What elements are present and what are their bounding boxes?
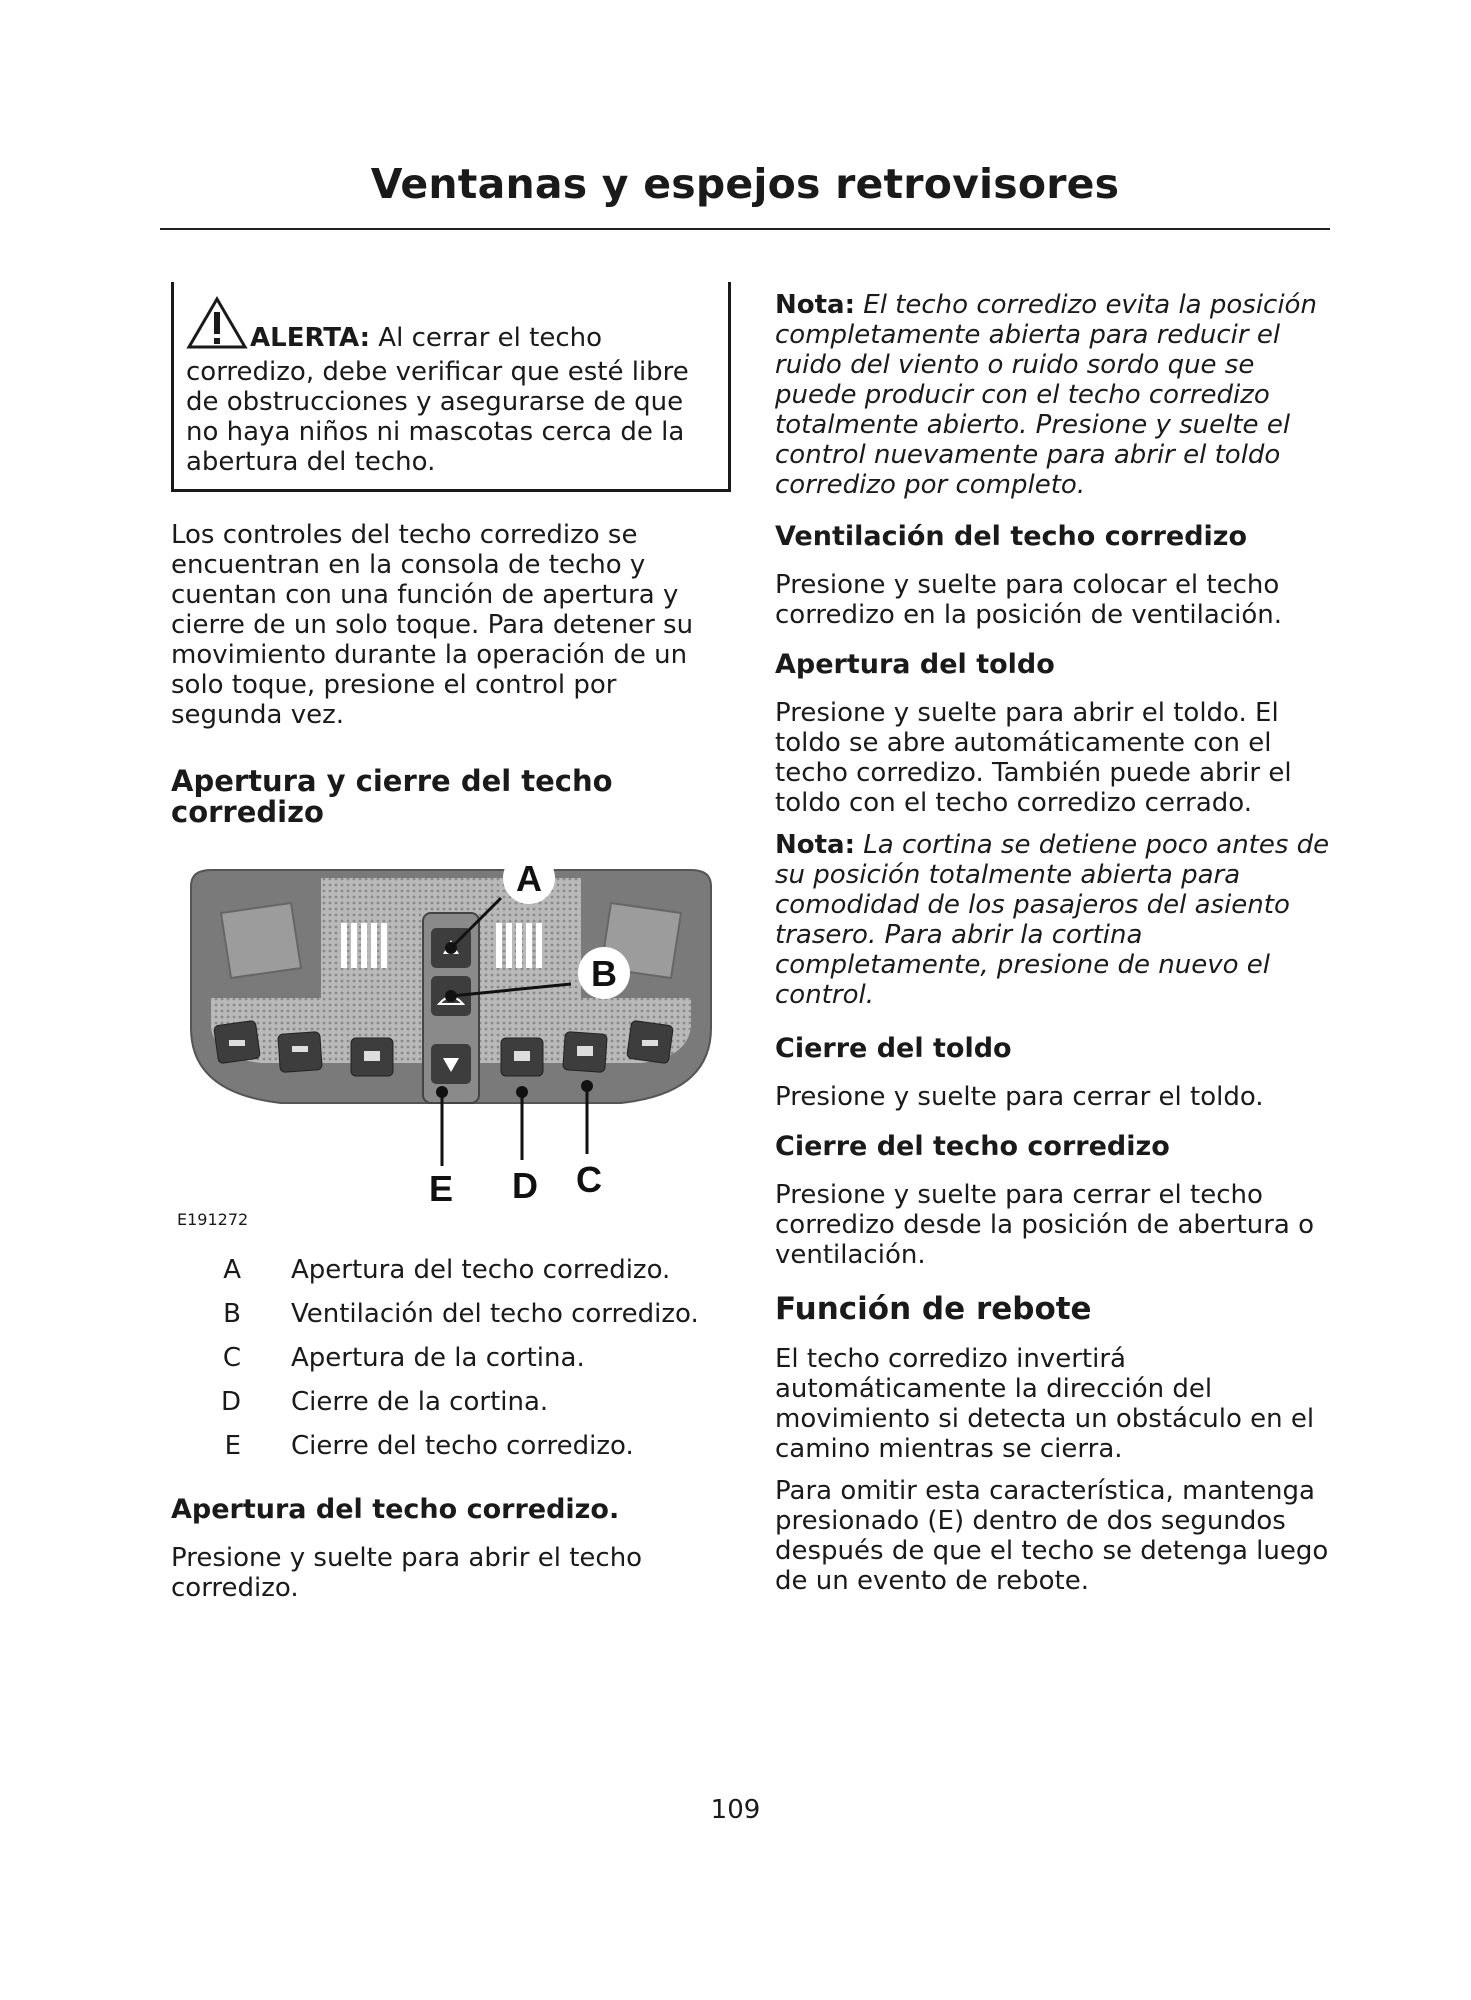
overhead-console-figure xyxy=(171,858,731,1208)
alert-label: ALERTA: xyxy=(250,323,371,353)
shade-open-paragraph: Presione y suelte para abrir el toldo. El toldo se abre automáticamente con el techo corredizo. También puede abrir el toldo con el techo corredizo cerrado. xyxy=(775,698,1292,818)
alert-text: Al cerrar el techo corredizo, debe verificar que esté libre de obstrucciones y asegurarse de que no haya niños ni mascotas cerca de la abertura del techo. xyxy=(186,323,689,477)
legend-item xyxy=(171,1431,731,1461)
title-rule xyxy=(160,228,1330,230)
heading-roof-close: Cierre del techo corredizo xyxy=(775,1131,1170,1162)
roof-close-paragraph: Presione y suelte para cerrar el techo corredizo desde la posición de abertura o ventilación. xyxy=(775,1180,1315,1270)
note-text: La cortina se detiene poco antes de su posición totalmente abierta para comodidad de los pasajeros del asiento trasero. Para abrir la cortina completamente, presione de nuevo el control. xyxy=(775,830,1330,1010)
callout-label-b: B xyxy=(591,953,617,994)
callout-label-e: E xyxy=(428,1168,454,1208)
legend-text: Apertura del techo corredizo. xyxy=(291,1255,671,1285)
heading-shade-open: Apertura del toldo xyxy=(775,649,1055,680)
shade-close-paragraph: Presione y suelte para cerrar el toldo. xyxy=(775,1082,1264,1112)
alert-box xyxy=(171,282,731,492)
figure-code: E191272 xyxy=(177,1210,249,1229)
page-number: 109 xyxy=(710,1795,761,1825)
callout-label-a: A xyxy=(516,858,542,899)
legend-key: D xyxy=(220,1387,241,1417)
legend-text: Cierre de la cortina. xyxy=(291,1387,549,1417)
note-label: Nota: xyxy=(775,830,855,860)
section-heading-open-close: Apertura y cierre del techo corredizo xyxy=(171,764,613,829)
legend-key: A xyxy=(223,1255,241,1285)
left-column xyxy=(171,282,731,1603)
intro-paragraph: Los controles del techo corredizo se encuentran en la consola de techo y cuentan con una función de apertura y cierre de un solo toque. Para detener su movimiento durante la operación de un solo toque, presione el control por segunda vez. xyxy=(171,520,694,730)
legend-item xyxy=(171,1255,731,1285)
note-paragraph xyxy=(775,830,1335,1010)
legend-item xyxy=(171,1343,731,1373)
legend-text: Ventilación del techo corredizo. xyxy=(291,1299,699,1329)
callout-label-c: C xyxy=(576,1159,602,1200)
legend-item xyxy=(171,1299,731,1329)
heading-shade-close: Cierre del toldo xyxy=(775,1033,1012,1064)
legend-key: B xyxy=(223,1299,241,1329)
heading-bounce: Función de rebote xyxy=(775,1291,1092,1327)
note-paragraph xyxy=(775,290,1335,500)
legend-item xyxy=(171,1387,731,1417)
figure-legend xyxy=(171,1255,731,1461)
legend-key: C xyxy=(222,1343,241,1373)
heading-ventilation: Ventilación del techo corredizo xyxy=(775,521,1248,552)
callout-label-d: D xyxy=(512,1165,538,1206)
legend-text: Cierre del techo corredizo. xyxy=(291,1431,634,1461)
legend-key: E xyxy=(224,1431,241,1461)
page-title: Ventanas y espejos retrovisores xyxy=(370,160,1120,208)
bounce-paragraph-2: Para omitir esta característica, mantenga presionado (E) dentro de dos segundos después de que el techo se detenga luego de un evento de rebote. xyxy=(775,1476,1329,1596)
right-column xyxy=(775,290,1335,1596)
note-label: Nota: xyxy=(775,290,855,320)
bounce-paragraph-1: El techo corredizo invertirá automáticamente la dirección del movimiento si detecta un obstáculo en el camino mientras se cierra. xyxy=(775,1344,1315,1464)
ventilation-paragraph: Presione y suelte para colocar el techo corredizo en la posición de ventilación. xyxy=(775,570,1282,630)
open-paragraph: Presione y suelte para abrir el techo corredizo. xyxy=(171,1543,643,1603)
section-heading-open: Apertura del techo corredizo. xyxy=(171,1494,620,1525)
legend-text: Apertura de la cortina. xyxy=(291,1343,585,1373)
warning-icon xyxy=(186,296,248,357)
note-text: El techo corredizo evita la posición completamente abierta para reducir el ruido del viento o ruido sordo que se puede producir con el techo corredizo totalmente abierto. Presione y suelte el control nuevamente para abrir el toldo corredizo por completo. xyxy=(775,290,1317,500)
